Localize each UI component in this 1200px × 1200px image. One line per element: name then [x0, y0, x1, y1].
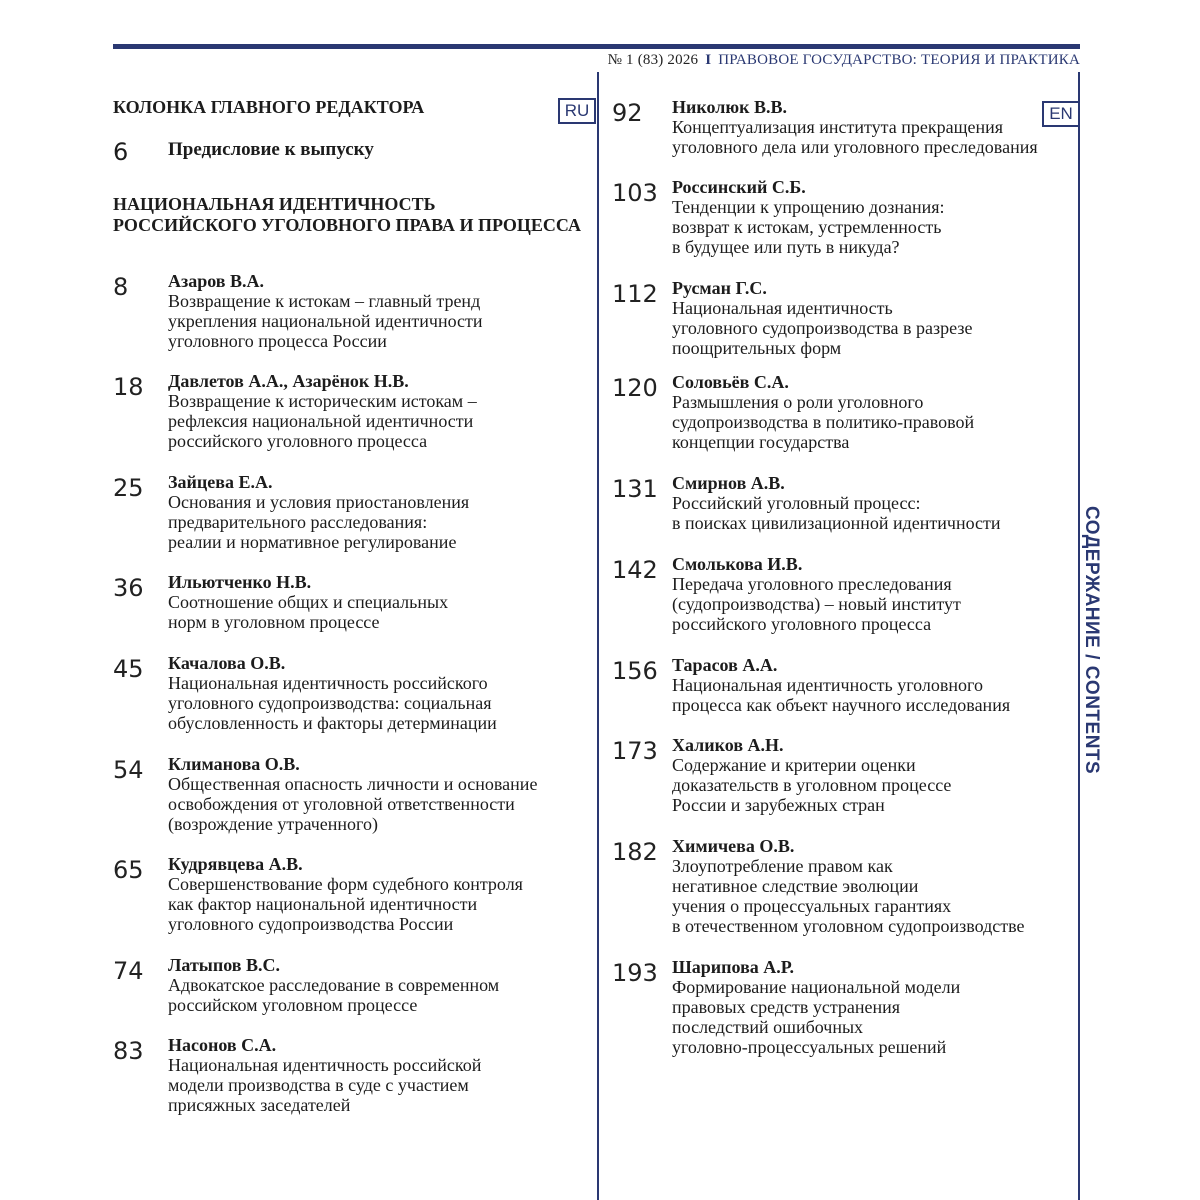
page-number: 193	[612, 959, 658, 987]
entry-title: Национальная идентичность российского уголовного судопроизводства: социальная обусловленность и факторы детерминации	[168, 673, 497, 733]
toc-entry	[113, 572, 638, 632]
entry-author: Химичева О.В.	[672, 836, 795, 856]
toc-entry	[113, 955, 638, 1015]
page-number: 18	[113, 373, 144, 401]
journal-title: ПРАВОВОЕ ГОСУДАРСТВО: ТЕОРИЯ И ПРАКТИКА	[718, 52, 1080, 68]
lang-badge-en: EN	[1042, 101, 1080, 127]
issue-number: № 1 (83) 2026	[607, 52, 699, 68]
entry-title: Содержание и критерии оценки доказательств в уголовном процессе России и зарубежных стран	[672, 755, 952, 815]
entry-author: Халиков А.Н.	[672, 735, 784, 755]
entry-title: Национальная идентичность уголовного судопроизводства в разрезе поощрительных форм	[672, 298, 973, 358]
page-number: 6	[113, 138, 129, 166]
page-number: 182	[612, 838, 658, 866]
page-number: 8	[113, 273, 129, 301]
toc-entry	[113, 271, 638, 351]
entry-title: Российский уголовный процесс: в поисках цивилизационной идентичности	[672, 493, 1001, 533]
entry-title: Концептуализация института прекращения уголовного дела или уголовного преследования	[672, 117, 1038, 157]
column-divider	[597, 72, 599, 1200]
page-number: 25	[113, 474, 144, 502]
toc-entry	[612, 278, 1092, 358]
entry-author: Качалова О.В.	[168, 653, 286, 673]
entry-author: Зайцева Е.А.	[168, 472, 273, 492]
entry-author: Ильютченко Н.В.	[168, 572, 312, 592]
entry-author: Шарипова А.Р.	[672, 957, 795, 977]
section-heading-line1: НАЦИОНАЛЬНАЯ ИДЕНТИЧНОСТЬ	[113, 194, 436, 214]
section-heading-line2: РОССИЙСКОГО УГОЛОВНОГО ПРАВА И ПРОЦЕССА	[113, 215, 582, 235]
toc-entry	[113, 1035, 638, 1115]
entry-author: Давлетов А.А., Азарёнок Н.В.	[168, 371, 409, 391]
page-number: 74	[113, 957, 144, 985]
entry-title: Возвращение к историческим истокам – рефлексия национальной идентичности российского уголовного процесса	[168, 391, 477, 451]
page-number: 131	[612, 475, 658, 503]
entry-title: Формирование национальной модели правовых средств устранения последствий ошибочных уголовно-процессуальных решений	[672, 977, 961, 1057]
entry-author: Русман Г.С.	[672, 278, 767, 298]
entry-author: Николюк В.В.	[672, 97, 788, 117]
entry-title: Национальная идентичность уголовного процесса как объект научного исследования	[672, 675, 1011, 715]
entry-title: Размышления о роли уголовного судопроизводства в политико-правовой концепции государства	[672, 392, 975, 452]
entry-author: Смолькова И.В.	[672, 554, 803, 574]
entry-title: Соотношение общих и специальных норм в уголовном процессе	[168, 592, 449, 632]
page-number: 142	[612, 556, 658, 584]
toc-entry	[113, 371, 638, 451]
toc-entry	[612, 735, 1092, 815]
section-heading	[113, 194, 581, 236]
preface-entry	[113, 138, 374, 166]
toc-entry	[113, 653, 638, 733]
entry-title: Адвокатское расследование в современном российском уголовном процессе	[168, 975, 500, 1015]
entry-author: Тарасов А.А.	[672, 655, 778, 675]
header-separator: I	[705, 52, 712, 68]
entry-title: Злоупотребление правом как негативное следствие эволюции учения о процессуальных гарантиях в отечественном уголовном судопроизводстве	[672, 856, 1025, 936]
toc-entry	[612, 836, 1092, 936]
entry-title: Национальная идентичность российской модели производства в суде с участием присяжных заседателей	[168, 1055, 482, 1115]
page-number: 120	[612, 374, 658, 402]
page-number: 65	[113, 856, 144, 884]
entry-title: Основания и условия приостановления предварительного расследования: реалии и нормативное регулирование	[168, 492, 470, 552]
entry-title: Совершенствование форм судебного контроля как фактор национальной идентичности уголовного судопроизводства России	[168, 874, 523, 934]
entry-author: Смирнов А.В.	[672, 473, 785, 493]
lang-badge-ru: RU	[558, 98, 596, 124]
entry-title: Возвращение к истокам – главный тренд укрепления национальной идентичности уголовного процесса России	[168, 291, 483, 351]
toc-entry	[113, 854, 638, 934]
running-header	[608, 52, 1080, 69]
page-number: 36	[113, 574, 144, 602]
toc-entry	[612, 554, 1092, 634]
toc-entry	[113, 754, 638, 834]
toc-entry	[612, 957, 1092, 1057]
toc-entry	[612, 655, 1092, 715]
toc-entry	[113, 472, 638, 552]
page-number: 45	[113, 655, 144, 683]
editor-column-heading: КОЛОНКА ГЛАВНОГО РЕДАКТОРА	[113, 97, 425, 117]
entry-title: Общественная опасность личности и основание освобождения от уголовной ответственности (возрождение утраченного)	[168, 774, 538, 834]
page-number: 173	[612, 737, 658, 765]
entry-author: Климанова О.В.	[168, 754, 300, 774]
entry-author: Насонов С.А.	[168, 1035, 277, 1055]
entry-author: Кудрявцева А.В.	[168, 854, 303, 874]
entry-author: Азаров В.А.	[168, 271, 265, 291]
preface-title: Предисловие к выпуску	[168, 139, 374, 160]
entry-author: Соловьёв С.А.	[672, 372, 789, 392]
entry-author: Россинский С.Б.	[672, 177, 806, 197]
entry-title: Передача уголовного преследования (судопроизводства) – новый институт российского уголовного процесса	[672, 574, 961, 634]
page-number: 54	[113, 756, 144, 784]
toc-entry	[612, 177, 1092, 257]
toc-entry	[612, 372, 1092, 452]
page-number: 103	[612, 179, 658, 207]
page-number: 92	[612, 99, 643, 127]
page-number: 156	[612, 657, 658, 685]
entry-title: Тенденции к упрощению дознания: возврат к истокам, устремленность в будущее или путь в никуда?	[672, 197, 945, 257]
toc-entry	[612, 97, 1092, 157]
page-number: 112	[612, 280, 658, 308]
entry-author: Латыпов В.С.	[168, 955, 280, 975]
toc-entry	[612, 473, 1092, 533]
contents-label: СОДЕРЖАНИЕ / CONTENTS	[1081, 505, 1102, 775]
top-rule	[113, 44, 1080, 49]
page-number: 83	[113, 1037, 144, 1065]
